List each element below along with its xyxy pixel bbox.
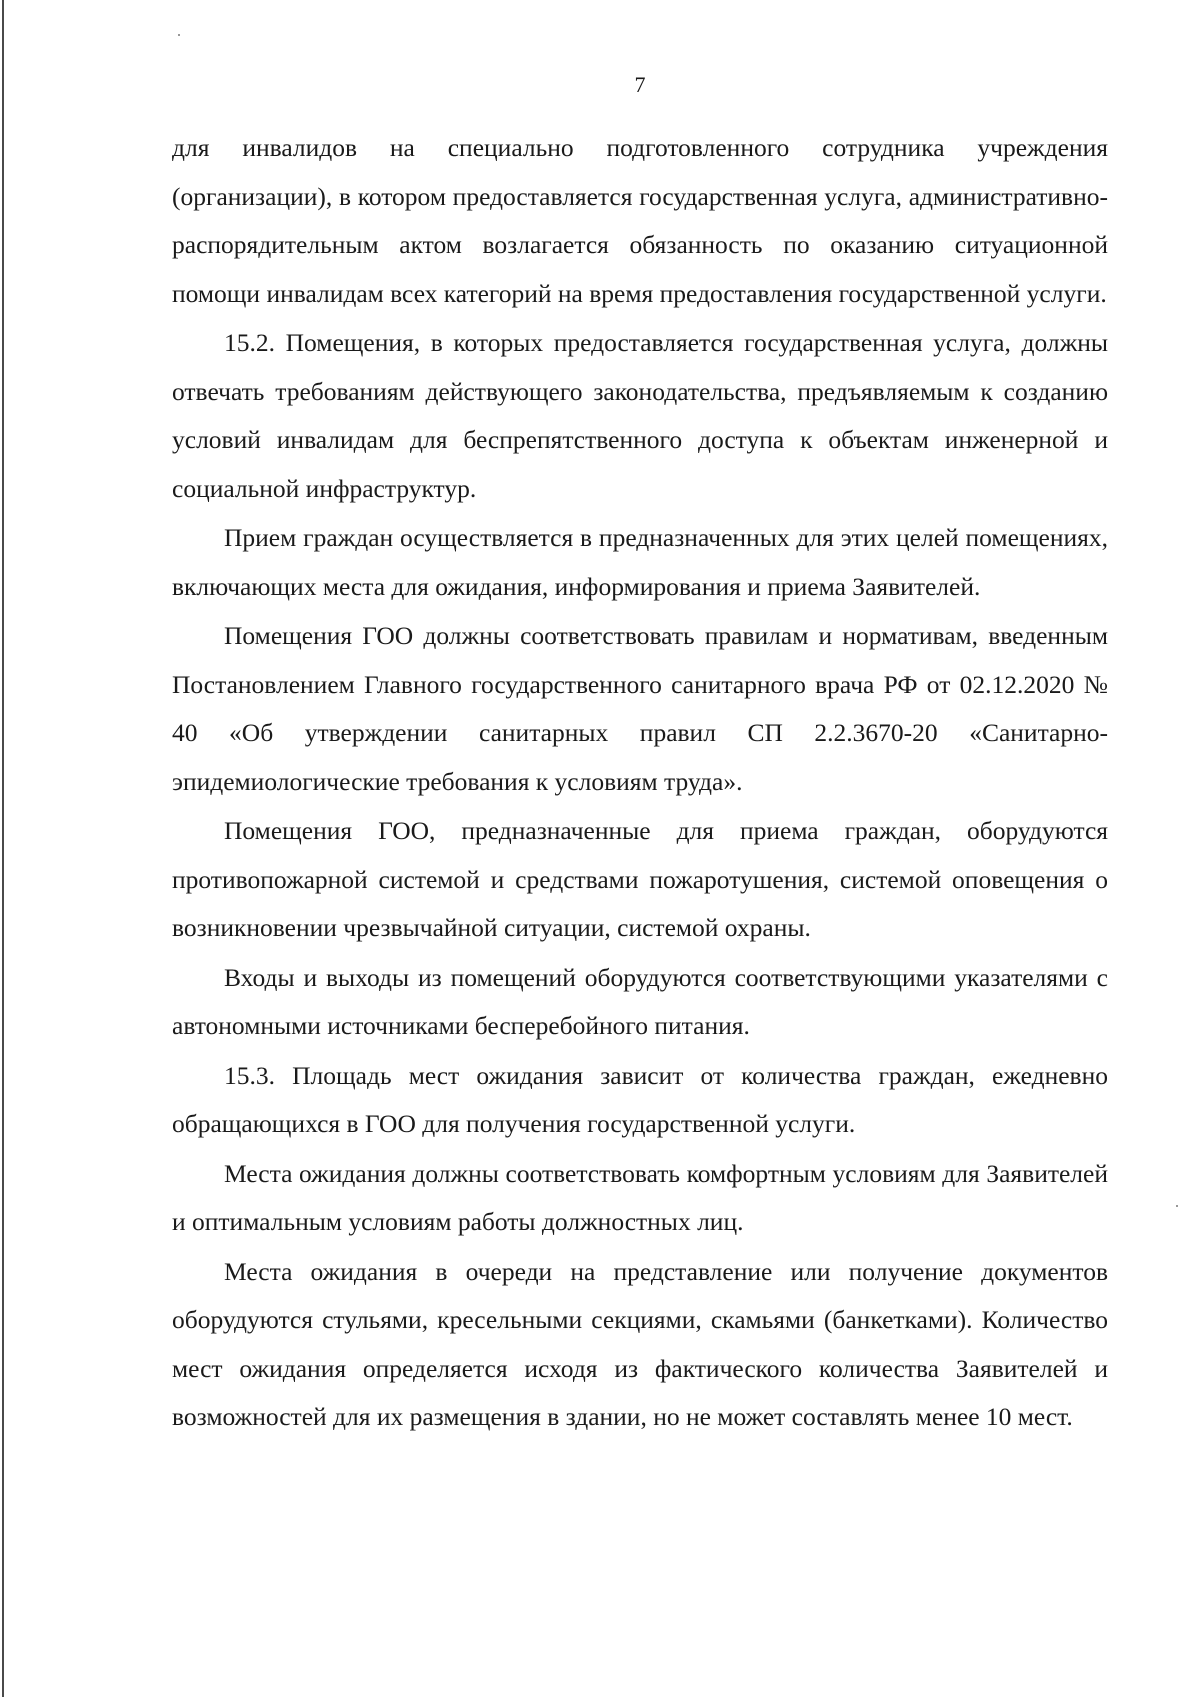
paragraph: 15.3. Площадь мест ожидания зависит от количества граждан, ежедневно обращающихся в ГОО для получения государственной услуги. <box>172 1060 1108 1138</box>
paragraph: Помещения ГОО, предназначенные для приема граждан, оборудуются противопожарной системой и средствами пожаротушения, системой оповещения о возникновении чрезвычайной ситуации, системой охраны. <box>172 816 1108 942</box>
paragraph: Прием граждан осуществляется в предназначенных для этих целей помещениях, включающих места для ожидания, информирования и приема Заявителей. <box>172 523 1108 601</box>
paragraph: 15.2. Помещения, в которых предоставляется государственная услуга, должны отвечать требованиям действующего законодательства, предъявляемым к созданию условий инвалидам для беспрепятственного доступа к объектам инженерной и социальной инфраструктур. <box>172 328 1108 503</box>
scan-speck <box>1176 1205 1178 1207</box>
paragraph: Места ожидания в очереди на представление или получение документов оборудуются стульями, кресельными секциями, скамьями (банкетками). Количество мест ожидания определяется исходя из фактического количества Заявителей и возможностей для их размещения в здании, но не может составлять менее 10 мест. <box>172 1256 1108 1431</box>
paragraph: для инвалидов на специально подготовленного сотрудника учреждения (организации), в котором предоставляется государственная услуга, административно-распорядительным актом возлагается обязанность по оказанию ситуационной помощи инвалидам всех категорий на время предоставления государственной услуги. <box>172 133 1108 308</box>
document-body <box>172 124 1108 1442</box>
page-number: 7 <box>634 72 646 97</box>
scan-edge <box>2 0 4 1697</box>
paragraph: Входы и выходы из помещений оборудуются соответствующими указателями с автономными источниками бесперебойного питания. <box>172 962 1108 1040</box>
paragraph: Помещения ГОО должны соответствовать правилам и нормативам, введенным Постановлением Главного государственного санитарного врача РФ от 02.12.2020 № 40 «Об утверждении санитарных правил СП 2.2.3670-20 «Санитарно-эпидемиологические требования к условиям труда». <box>172 621 1108 796</box>
scan-speck <box>178 34 180 36</box>
paragraph: Места ожидания должны соответствовать комфортным условиям для Заявителей и оптимальным условиям работы должностных лиц. <box>172 1158 1108 1236</box>
